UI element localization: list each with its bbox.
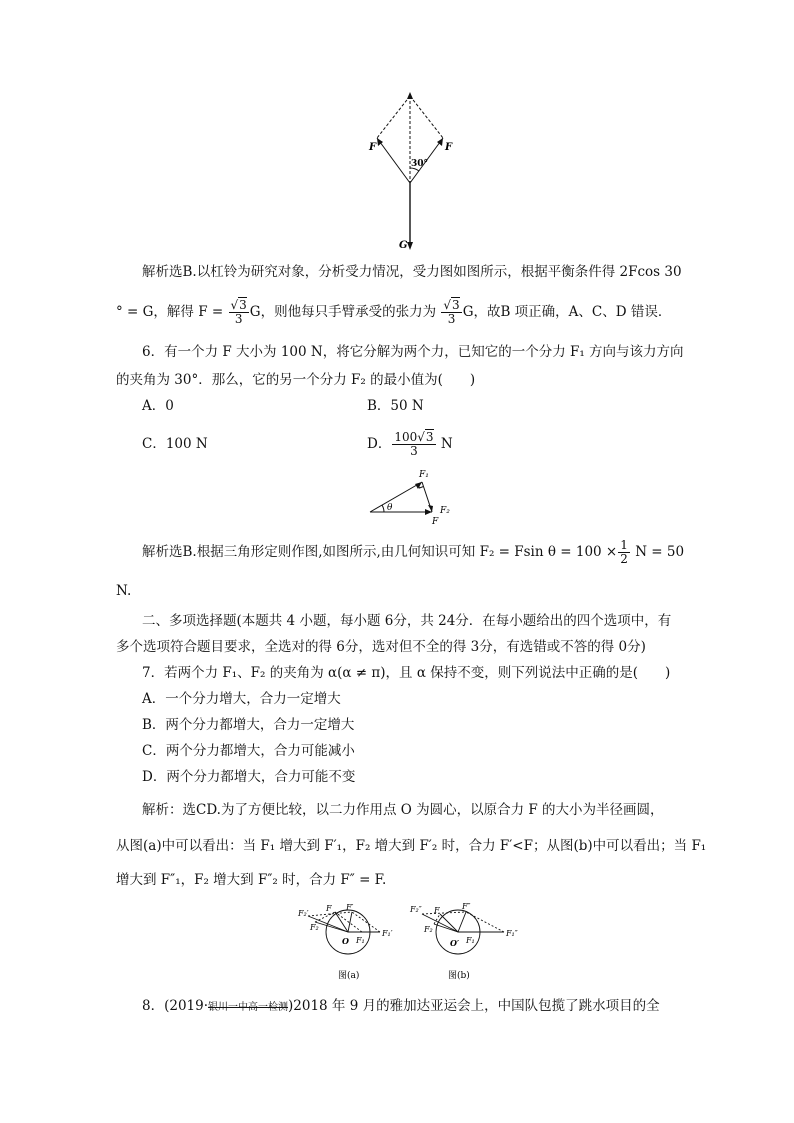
solution5-line2: ° = G，解得 F = $\frac{√3}{3}$ G，则他每只手臂承受的张力为 $\frac{√3}{3}$ G，故B 项正确，A、C、D 错误． (116, 298, 672, 326)
fraction-one-half: $\frac{1}{2}$ (620, 538, 628, 566)
a-label-Fp: F′ (346, 903, 354, 912)
b-label-F2pp: F₂″ (410, 905, 422, 914)
label-F-left: F (369, 142, 377, 153)
a-caption: 图(a) (338, 971, 360, 981)
question7-stem: 7．若两个力 F₁、F₂ 的夹角为 α(α ≠ π)，且 α 保持不变，则下列说法中正确的是( ) (142, 665, 671, 681)
question8-line1: 8．(2019·银川一中高一检测)2018 年 9 月的雅加达亚运会上，中国队包揽了跳水项目的全 (142, 998, 660, 1014)
a-label-O: O (342, 936, 349, 946)
b-label-F1pp: F₁″ (506, 929, 518, 938)
struck-source: 银川一中高一检测 (208, 1002, 289, 1013)
question7-option-d: D．两个分力都增大，合力可能不变 (142, 769, 356, 785)
b-label-O: O′ (450, 938, 460, 948)
fraction-sqrt3-over-3: $\frac{√3}{3}$ (230, 298, 247, 326)
solution7-line3: 增大到 F″₁，F₂ 增大到 F″₂ 时，合力 F″ = F. (116, 872, 387, 888)
solution7-line1: 解析：选CD.为了方便比较，以二力作用点 O 为圆心，以原合力 F 的大小为半径画圆， (142, 802, 664, 818)
label-theta: θ (387, 503, 393, 513)
fraction-100sqrt3-over-3: $\frac{100√3}{3}$ (394, 430, 434, 458)
solution6-line1: 解析选B.根据三角形定则作图,如图所示,由几何知识可知 F₂ = Fsin θ = 100 × $\frac{1}{2}$ N = 50 (142, 538, 685, 566)
label-angle: 30° (411, 159, 429, 169)
a-label-F1p: F₁′ (382, 929, 393, 938)
label-F2: F₂ (440, 506, 450, 516)
diagram-b (422, 910, 504, 954)
section2-line1: 二、多项选择题(本题共 4 小题，每小题 6分，共 24分．在每小题给出的四个选项中，有 (142, 613, 672, 629)
question7-option-a: A．一个分力增大，合力一定增大 (142, 691, 341, 707)
question7-option-b: B．两个分力都增大，合力一定增大 (142, 717, 355, 733)
question6-option-a: A．0 (142, 398, 174, 414)
figure-triangle-forces (362, 464, 462, 528)
section2-line2: 多个选项符合题目要求，全选对的得 6分，选对但不全的得 3分，有选错或不答的得 0分) (116, 639, 646, 655)
figure-circle-diagrams (290, 900, 540, 986)
b-label-F2: F₂ (424, 925, 433, 934)
solution6-line2: N. (116, 583, 132, 599)
question6-option-b: B．50 N (367, 398, 424, 414)
label-F-right: F (445, 142, 453, 153)
label-G: G (399, 240, 408, 251)
question6-line1: 6．有一个力 F 大小为 100 N，将它分解为两个力，已知它的一个分力 F₁ 方向与该力方向 (142, 344, 684, 360)
b-label-F1: F₁ (466, 936, 475, 945)
a-label-F2: F₂ (310, 923, 319, 932)
question7-option-c: C．两个分力都增大，合力可能减小 (142, 743, 355, 759)
question6-line2: 的夹角为 30°．那么，它的另一个分力 F₂ 的最小值为( ) (116, 372, 476, 388)
solution7-line2: 从图(a)中可以看出：当 F₁ 增大到 F′₁，F₂ 增大到 F′₂ 时，合力 F′<F；从图(b)中可以看出；当 F₁ (116, 838, 707, 854)
figure-barbell-forces (355, 88, 465, 258)
label-F1: F₁ (419, 470, 429, 480)
question6-option-c: C．100 N (142, 436, 208, 452)
a-label-F2p: F₂′ (298, 909, 309, 918)
b-label-Fpp: F″ (462, 902, 471, 911)
label-F: F (432, 517, 439, 527)
question6-option-d: D． $\frac{100√3}{3}$ N (367, 430, 453, 458)
a-label-F1: F₁ (356, 936, 365, 945)
solution5-line1: 解析选B.以杠铃为研究对象，分析受力情况，受力图如图所示，根据平衡条件得 2Fcos 30 (142, 264, 682, 280)
b-caption: 图(b) (448, 971, 470, 981)
diagram-a (308, 910, 380, 954)
fraction-sqrt3-over-3-b: $\frac{√3}{3}$ (443, 298, 460, 326)
a-label-F: F (326, 904, 332, 913)
b-label-F: F (434, 906, 440, 915)
